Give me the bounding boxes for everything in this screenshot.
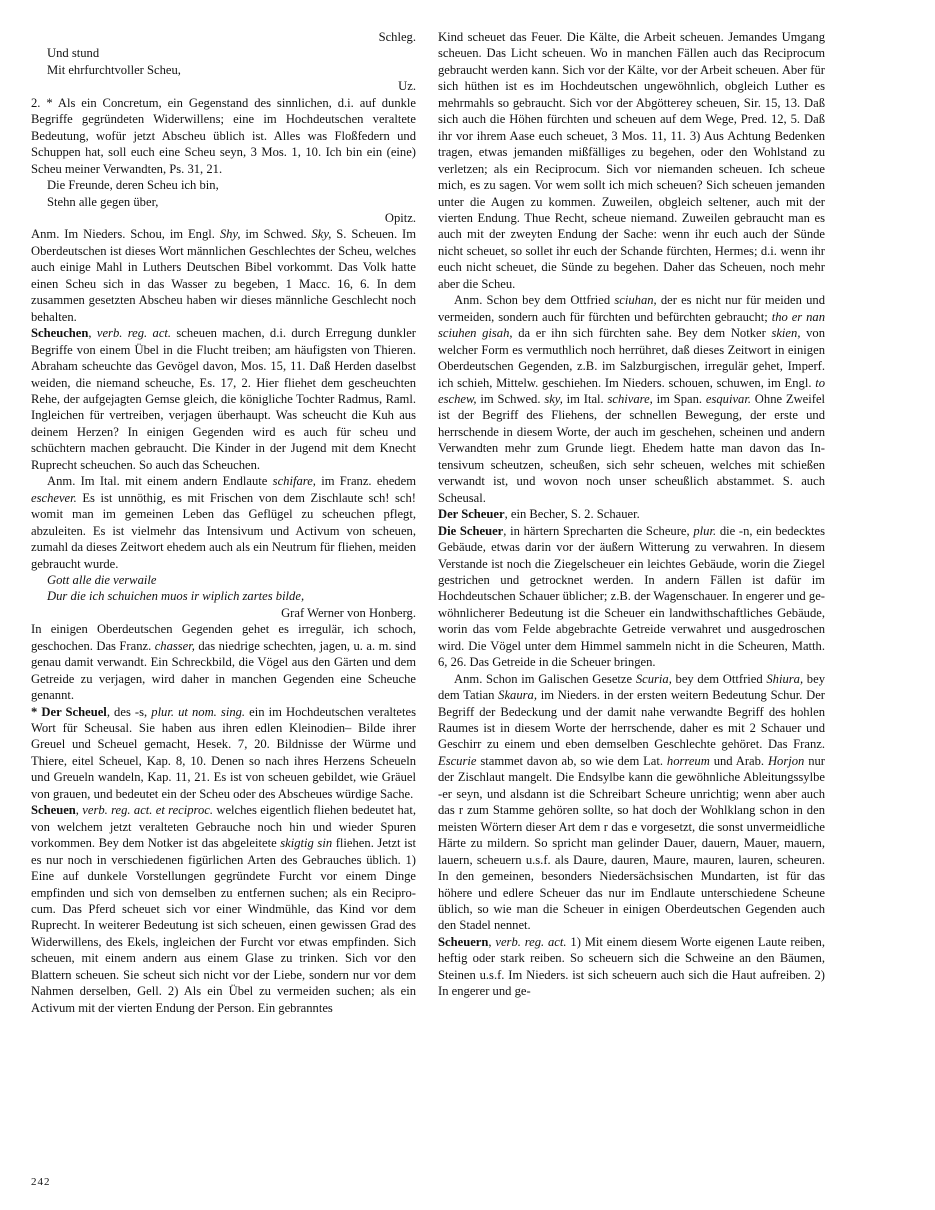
page-number: 242: [31, 1176, 51, 1188]
entry-der-scheuer: Der Scheuer, ein Becher, S. 2. Schauer.: [438, 507, 640, 522]
verse-line: Gott alle die verwaile: [47, 572, 157, 587]
citation-source: Graf Werner von Honberg.: [281, 605, 416, 620]
entry-headword: Der Scheuer: [438, 507, 505, 522]
annotation-paragraph: Anm. Schon bey dem Ottfried sciuhan, der es nicht nur für meiden und vermeiden, sondern auch für fürchten und befürchten gebraucht; tho er nan sciuhen gisah, da er ihn sich fürchten sahe. Bey dem Notker skien, von welcher Form es vermuthlich noch herrühret, daß dieses Zeitwort in einigen Oberdeutschen Gegenden, z.B. im Salzburgischen, irregulär gehet, Imperf. ich schieh, Mittelw. geschiehen. Im Nieders. schouen, schuwen, im Engl. to eschew, im Schwed. sky, im Ital. schivare, im Span. esquivar. Ohne Zweifel ist der Begriff des Fliehens, der schnellen Bewegung, der erste und herrschende in diesem Worte, der auch im geschehen, scheinen und andern Verwandten mehr zum Grunde liegt. Ehedem hatte man davon das Intensivum scheutzen, scheußen, sich sehr scheuen, welches mit schießen verwandt ist, und wovon noch unser scheußlich abstammet. S. auch Scheusal.: [438, 293, 826, 505]
entry-scheuern: Scheuern, verb. reg. act. 1) Mit einem diesem Worte eigenen Laute reiben, heftig oder stark reiben. So scheuern sich die Schweine an den Bäumen, Steinen u.s.f. Im Nieders. ist sich scheuern auch sich die Haut aufreiben. 2) In engerer und ge-: [438, 934, 826, 999]
definition-paragraph: Kind scheuet das Feuer. Die Kälte, die Arbeit scheuen. Jemandes Umgang scheuen. Das Licht scheuen. Wo in manchen Fällen auch das Reciprocum gebraucht werden kann. Sich vor der Kälte, vor der Arbeit scheuen. Aber für sich hüthen ist es im Hochdeutschen ungewöhnlich, obgleich Luther es mehrmahls so gebraucht. Sich vor der Abgötterey scheuen, Sir. 15, 13. Daß sich auch die Höhen fürchten und scheuen auf dem Wege, Pred. 12, 5. Daß ihr vor ihrem Aase euch scheuet, 3 Mos. 11, 11. 3) Aus Achtung Bedenken tragen, etwas jemanden mißfälliges zu begehen, oder den Wohlstand zu verletzen; als ein Reciprocum. Sich vor niemanden scheuen. Ich scheue mich, es zu sagen. Vor wem sollt ich mich scheuen? Sich scheuen jemanden unter die Augen zu kommen. Zuweilen, obgleich seltener, auch mit der vierten Endung. Thue Recht, scheue niemand. Zuweilen gebraucht man es auch mit der zweyten Endung der Sache: wenn ihr euch auch der Sünde nicht scheuet, so sollet ihr euch der Schande fürchten, Hermes; d.i. wenn ihr euch nicht scheuet, die Sünde zu begehen. Daher das Scheuen, noch mehr aber die Scheu.: [438, 30, 825, 291]
verse-line: Dur die ich schuichen muos ir wiplich zartes bilde,: [47, 589, 305, 604]
annotation-paragraph: Anm. Schon im Galischen Gesetze Scuria, bey dem Ottfried Shiura, bey dem Tatian Skaura, im Nieders. in der ersten weitern Bedeutung Schur. Der Begriff der Bedeckung und der damit nahe verwandte Begriff des hohlen Raumes ist in diesem Worte der herrschende, daher es mit 2 Schauer und Geschirr zu einem und eben demselben Geschlechte gehöret. Das Franz. Escurie stammet davon ab, so wie dem Lat. horreum und Arab. Horjon nur der Zischlaut mangelt. Die Endsylbe kann die gewöhnliche Ableitungssylbe -er seyn, und alsdann ist die Schreibart Scheure unrichtig; wenn aber auch das r zum Stamme gehören sollte, so hat doch der Wohlklang schon in den meisten Wörtern dieser Art dem r das e vorgesetzt, die sonst unvermeidliche Härte zu mildern. So spricht man gelinder Dauer, dauern, Mauer, mauern, lauern, scheuern u.s.f. als Daure, dauren, Maure, mauren, lauren, scheuren. In den gemeinen, besonders Niedersächsischen Mundarten, ist für das höhere und edlere Scheuer das nur im Endlaute unterschiedene Scheune üblich, so wie man die Scheuer in einigen Oberdeutschen Gegenden auch den Stadel nennet.: [438, 671, 825, 933]
verse-line: Die Freunde, deren Scheu ich bin,: [47, 178, 219, 193]
grammar-label: verb. reg. act.: [96, 326, 172, 341]
citation-source: Uz.: [398, 79, 416, 94]
entry-headword: Scheuen: [31, 803, 76, 818]
annotation-paragraph: Anm. Im Nieders. Schou, im Engl. Shy, im Schwed. Sky, S. Scheuen. Im Oberdeutschen ist dieses Wort männlichen Geschlechtes der Scheu, welches auch einige Mahl in Luthers Deutschen Bibel vorkommt. Das Volk hatte einen Scheu sich in das Wasser zu begeben, 1 Macc. 16, 6. In dem zusammen gesetzten Abscheu haben wir dieses männliche Geschlecht noch behalten.: [31, 227, 417, 324]
citation-source: Schleg.: [378, 30, 416, 44]
entry-scheuen: Scheuen, verb. reg. act. et reciproc. welches eigentlich fliehen bedeutet hat, von welchem jetzt veralteten Gebrauche noch hin und wieder Spuren vorkommen. Bey dem Notker ist das abgeleitete skigtig sin fliehen. Jetzt ist es nur noch in verschiedenen figürlichen Arten des Gebrauches üblich. 1) Eine auf dunkele Vorstellungen gegründete Furcht vor einem Dinge empfinden und sich von demselben zu entfernen suchen; als ein Reciprocum. Das Pferd scheuet sich vor einer Windmühle, das Kind vor dem Ruprecht. In weiterer Bedeutung ist sich scheuen, einen gewissen Grad des Widerwillens, des Ekels, ingleichen der Furcht vor etwas empfinden. Sich scheuen, mit einem andern aus einem Glase zu trinken. Sich vor den Blattern scheuen. Sie scheut sich nicht vor der Liebe, sondern nur vor dem Nahmen derselben, Gell. 2) Als ein Übel zu vermeiden suchen; als ein Activum mit der vierten Endung der Person. Ein gebranntes: [31, 803, 416, 1015]
verse-line: Mit ehrfurchtvoller Scheu,: [47, 62, 181, 77]
entry-die-scheuer: Die Scheuer, in härtern Sprecharten die Scheure, plur. die -n, ein bedecktes Gebäude, etwas darin vor der äußern Witterung zu verwahren. In diesem Verstande ist noch die Ziegelscheuer ein leichtes Gebäude, worin die Ziegel gestrichen und getrocknet werden. In andern Fällen ist dafür im Hochdeutschen Schauer üblicher; z.B. der Wagenschauer. In engerer und gewöhnlicherer Bedeutung ist die Scheuer ein landwithschaftliches Gebäude, worin das vom Felde abgebrachte Getreide verwahret und ausgedroschen wird. Die Vögel unter dem Himmel sammeln nicht in die Scheuren, Matth. 6, 26. Das Getreide in die Scheuer bringen.: [438, 523, 826, 670]
grammar-label: plur. ut nom. sing.: [151, 704, 246, 719]
entry-headword: Scheuchen: [31, 326, 89, 341]
entry-scheuchen: Scheuchen, verb. reg. act. scheuen machen, d.i. durch Erregung dunkler Begriffe von einem Übel in die Flucht treiben; am häufigsten von Thieren. Abraham scheuchte das Gevögel davon, Mos. 15, 11. Daß Herden daselbst weiden, die niemand scheuche, Es. 17, 2. Hier fliehet dem gescheuchten Rehe, der aufgejagten Gemse gleich, die königliche Tochter Radmus, Raml. Ingleichen für vertreiben, verjagen überhaupt. Was scheucht die Kuh aus deinem Herzen? In einigen Gegenden wird es auch für scheu und schüchtern machen gebraucht. Die Kinder in der Jugend mit dem Knecht Ruprecht scheuchen. So auch das Scheuchen.: [31, 326, 416, 472]
grammar-label: plur.: [693, 523, 717, 538]
left-column: [31, 29, 416, 1016]
verse-line: Stehn alle gegen über,: [47, 194, 159, 209]
entry-headword: Der Scheuel: [41, 704, 107, 719]
right-column: [438, 29, 825, 1000]
entry-scheuel: * Der Scheuel, des -s, plur. ut nom. sing. ein im Hochdeutschen veraltetes Wort für Scheusal. Sie haben aus ihren edlen Kleinodien– Bilde ihrer Greuel und Scheuel gemacht, Hesek. 7, 20. Bildnisse der Würme und Thiere, eitel Scheuel, Kap. 8, 10. Denen so nach ihres Herzens Scheueln und Greueln wandeln, Kap. 11, 21. Es ist von scheuen gebildet, wie Gräuel von grauen, und bedeutet ein der Scheu oder des Abscheues würdige Sache.: [31, 704, 416, 801]
entry-headword: Scheuern: [438, 934, 489, 949]
definition-paragraph: In einigen Oberdeutschen Gegenden gehet es irregulär, ich schoch, geschochen. Das Franz. chasser, das niedrige schechten, jagen, u. a. m. sind genau damit verwandt. Ein Schreckbild, die Vögel aus den Gärten und dem Getreide zu verjagen, wird daher in manchen Gegenden eine Scheuche genannt.: [31, 622, 416, 703]
verse-line: Und stund: [47, 46, 100, 61]
definition-paragraph: 2. * Als ein Concretum, ein Gegenstand des sinnlichen, d.i. auf dunkle Begriffe gegründeten Widerwillens; eine im Hochdeutschen veraltete Bedeutung, wofür jetzt Abscheu üblich ist. Alles was Floßfedern und Schuppen hat, soll euch eine Scheu seyn, 3 Mos. 1, 10. Ich bin ein (eine) Scheu meiner Verwandten, Ps. 31, 21.: [31, 95, 416, 176]
grammar-label: verb. reg. act. et reciproc.: [82, 803, 214, 818]
entry-headword: Die Scheuer: [438, 523, 504, 538]
citation-source: Opitz.: [384, 210, 416, 225]
annotation-paragraph: Anm. Im Ital. mit einem andern Endlaute schifare, im Franz. ehedem eschever. Es ist unnöthig, es mit Frischen von dem Zischlaute sch! sch! womit man im gemeinen Leben das Geflügel zu scheuchen pflegt, abzuleiten. Es ist vielmehr das Intensivum und Activum von scheuen, zumahl da dieses Zeitwort ehedem auch als ein Neutrum für fliehen, meiden gebraucht wurde.: [31, 474, 416, 571]
grammar-label: verb. reg. act.: [495, 934, 567, 949]
